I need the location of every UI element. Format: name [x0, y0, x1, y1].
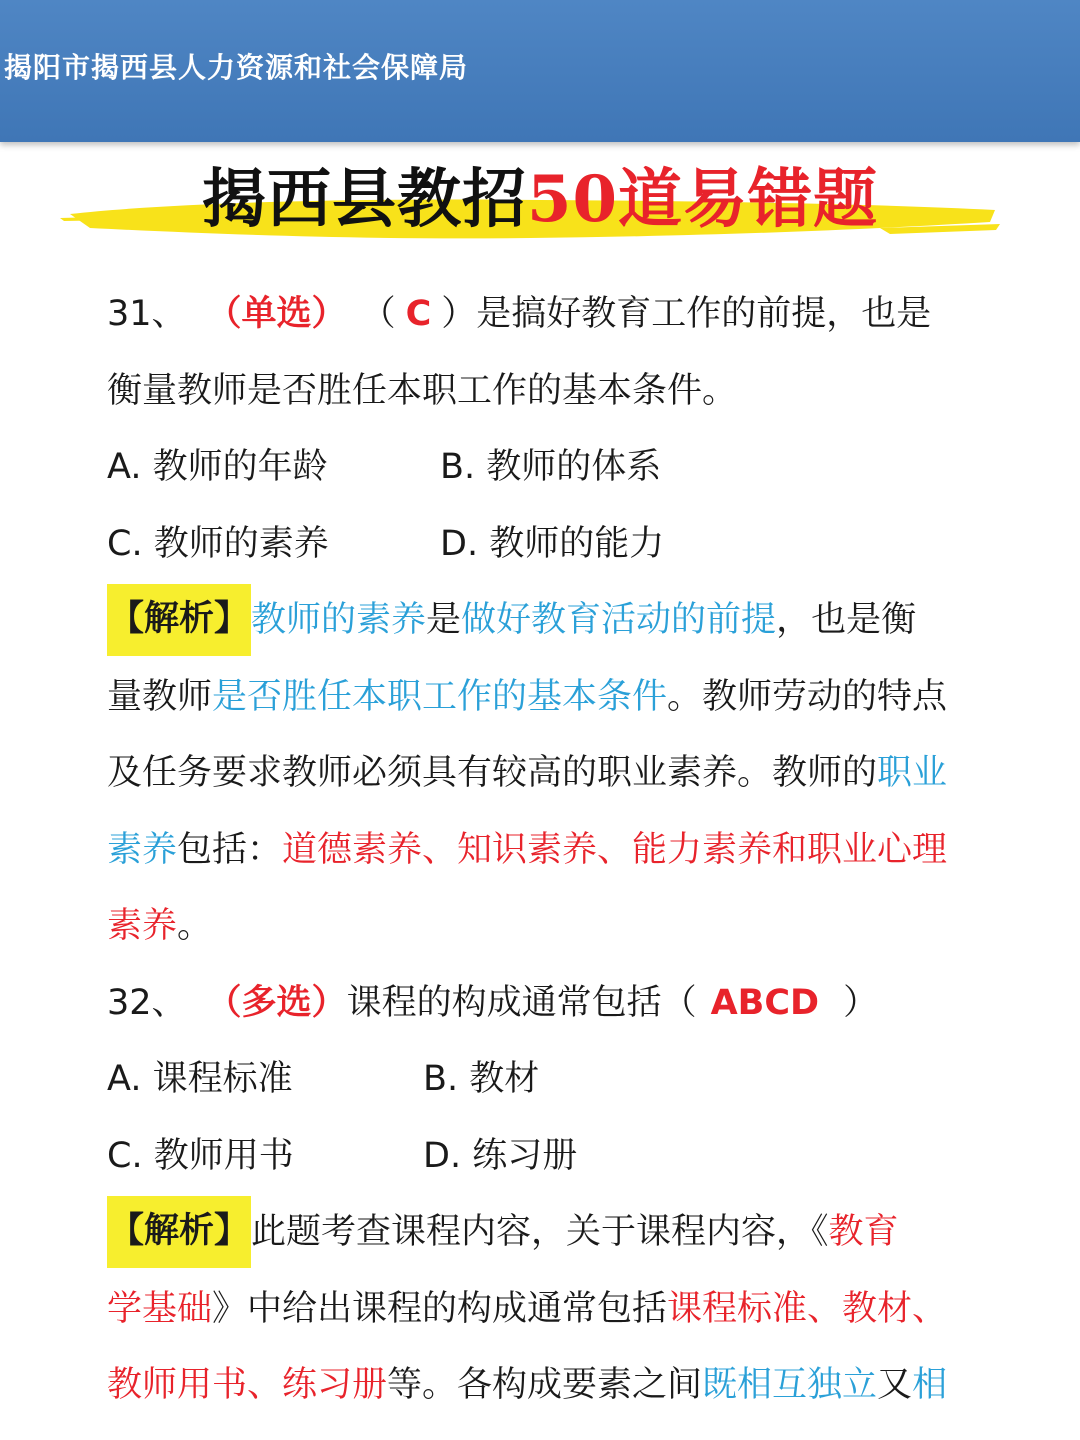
q32-option-d: D. 练习册 — [423, 1135, 578, 1176]
analysis-emphasis: 课程标准、教材、 — [667, 1288, 948, 1329]
analysis-key-term: 是否胜任本职工作的基本条件 — [212, 676, 668, 717]
analysis-text: 又 — [877, 1365, 913, 1405]
q32-analysis-label: 【解析】 — [107, 1196, 251, 1268]
analysis-text: 及任务要求教师必须具有较高的职业素养。教师的 — [107, 753, 878, 793]
q31-option-a: A. 教师的年龄 — [107, 447, 328, 487]
q31-analysis-line2 — [107, 659, 977, 736]
question-list — [107, 276, 977, 1424]
q32-number: 32、 — [107, 982, 187, 1023]
analysis-emphasis: 教师用书、练习册 — [107, 1365, 388, 1405]
q32-analysis-line3 — [107, 1347, 977, 1424]
analysis-text: 是 — [426, 600, 462, 640]
q32-analysis-line2 — [107, 1271, 977, 1348]
q32-option-b: B. 教材 — [423, 1059, 540, 1099]
q31-analysis-line3 — [107, 735, 977, 812]
q31-paren-open: （ — [360, 294, 396, 334]
analysis-text: 等。各构成要素之间 — [387, 1365, 703, 1405]
analysis-key-term: 素养 — [107, 829, 178, 870]
analysis-emphasis: 素养 — [107, 906, 178, 946]
q31-stem-line2 — [107, 353, 977, 430]
q31-analysis-label: 【解析】 — [107, 584, 251, 656]
analysis-emphasis: 教育 — [828, 1212, 899, 1252]
analysis-text: 量教师 — [107, 676, 213, 717]
q31-options-row2 — [107, 506, 977, 583]
q32-type: （多选） — [206, 982, 347, 1023]
q31-analysis-line5 — [107, 888, 977, 965]
analysis-emphasis: 道德素养、知识素养、能力素养和职业心理 — [282, 829, 948, 870]
page-title — [0, 160, 1080, 240]
analysis-text: 包括： — [177, 829, 283, 870]
q32-option-a: A. 课程标准 — [107, 1059, 293, 1099]
analysis-key-term: 教师的素养 — [251, 600, 427, 640]
analysis-key-term: 既相互独立 — [702, 1365, 878, 1405]
q31-type: （单选） — [206, 294, 347, 334]
analysis-text: 。 — [177, 906, 213, 946]
q31-analysis-line4 — [107, 812, 977, 889]
analysis-key-term: 做好教育活动的前提 — [461, 600, 777, 640]
analysis-key-term: 职业 — [877, 753, 948, 793]
q31-option-c: C. 教师的素养 — [107, 523, 329, 564]
title-part-county: 揭西县教招 — [201, 162, 527, 237]
analysis-text: ，也是衡 — [776, 600, 917, 640]
analysis-key-term: 相 — [912, 1365, 948, 1405]
analysis-emphasis: 学基础 — [107, 1288, 213, 1329]
q32-stem-line1 — [107, 965, 977, 1042]
q32-stem-text: 课程的构成通常包括（ — [346, 982, 697, 1023]
q32-answer: ABCD — [710, 982, 820, 1023]
q32-options-row2 — [107, 1118, 977, 1195]
q31-stem-text2: 衡量教师是否胜任本职工作的基本条件。 — [107, 370, 738, 411]
q31-analysis-line1 — [107, 582, 977, 659]
analysis-text: 。教师劳动的特点 — [667, 676, 948, 717]
q31-stem-line1 — [107, 276, 977, 353]
header-bar — [0, 0, 1080, 142]
q31-option-d: D. 教师的能力 — [440, 523, 665, 564]
q31-paren-close: ） — [441, 294, 477, 334]
q31-option-b: B. 教师的体系 — [440, 447, 662, 487]
q32-analysis-line1 — [107, 1194, 977, 1271]
header-title: 揭阳市揭西县人力资源和社会保障局 — [4, 51, 469, 84]
q31-stem-text1: 是搞好教育工作的前提，也是 — [476, 294, 932, 334]
q32-options-row1 — [107, 1041, 977, 1118]
analysis-text: 此题考查课程内容，关于课程内容，《 — [251, 1212, 829, 1252]
title-part-count: 50道易错题 — [526, 162, 879, 237]
analysis-text: 》中给出课程的构成通常包括 — [212, 1288, 668, 1329]
q32-option-c: C. 教师用书 — [107, 1135, 294, 1176]
q31-options-row1 — [107, 429, 977, 506]
q32-paren-close: ） — [843, 982, 879, 1023]
q31-answer: C — [405, 294, 432, 334]
q31-number: 31、 — [107, 294, 187, 334]
